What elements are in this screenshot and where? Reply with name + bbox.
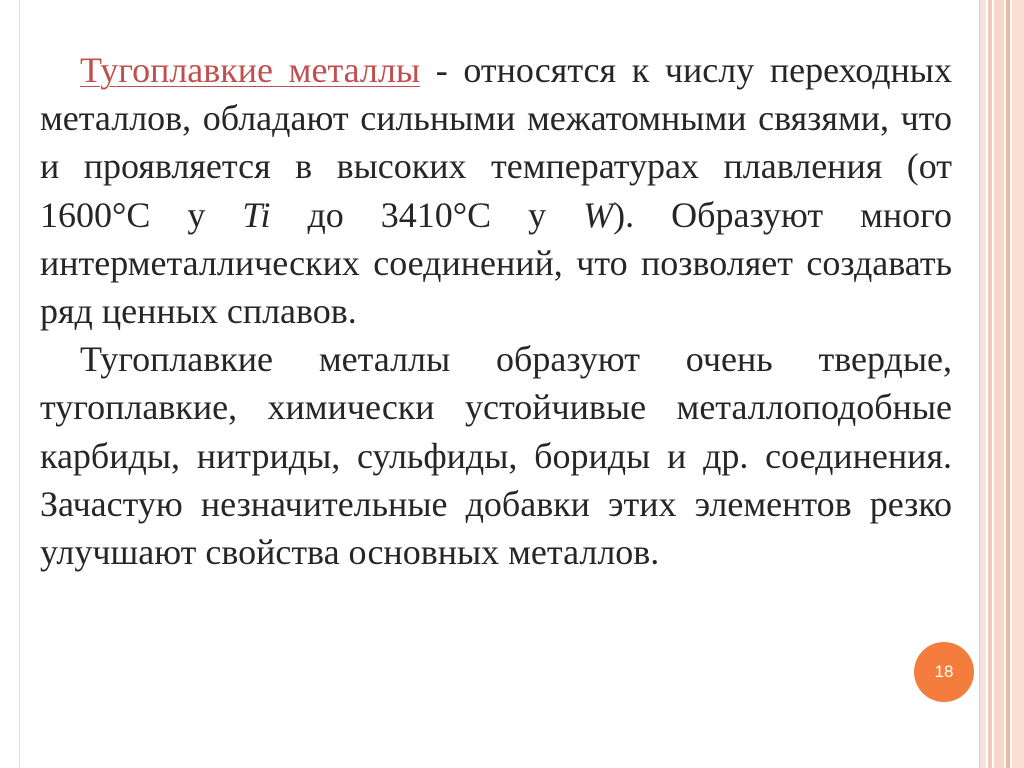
- stripe: [1012, 0, 1024, 768]
- slide-body: [40, 46, 952, 576]
- stripe: [994, 0, 1004, 768]
- stripe: [988, 0, 992, 768]
- paragraph-text: до 3410°С у: [270, 194, 584, 235]
- left-border-line: [0, 0, 20, 768]
- page-number-badge: 18: [914, 642, 974, 702]
- paragraph-compounds: Тугоплавкие металлы образуют очень твердые, тугоплавкие, химически устойчивые металлоподобные карбиды, нитриды, сульфиды, бориды и др. соединения. Зачастую незначительные добавки этих элементов резко улучшают свойства основных металлов.: [40, 339, 952, 573]
- paragraph-definition: [40, 46, 952, 335]
- decorative-stripes: [980, 0, 1024, 768]
- stripe: [980, 0, 986, 768]
- stripe: [1006, 0, 1010, 768]
- term-refractory-metals: Тугоплавкие металлы: [80, 50, 421, 90]
- symbol-ti: Ti: [242, 194, 271, 235]
- paragraph-text: ). Образуют много интерметаллических соединений, что позволяет создавать ряд ценных сплавов.: [40, 194, 952, 332]
- paragraph-text: - относятся к числу переходных металлов, обладают сильными межатомными связями, что и проявляется в высоких температурах плавления (от 1600°С у: [40, 50, 952, 235]
- symbol-w: W: [583, 194, 614, 235]
